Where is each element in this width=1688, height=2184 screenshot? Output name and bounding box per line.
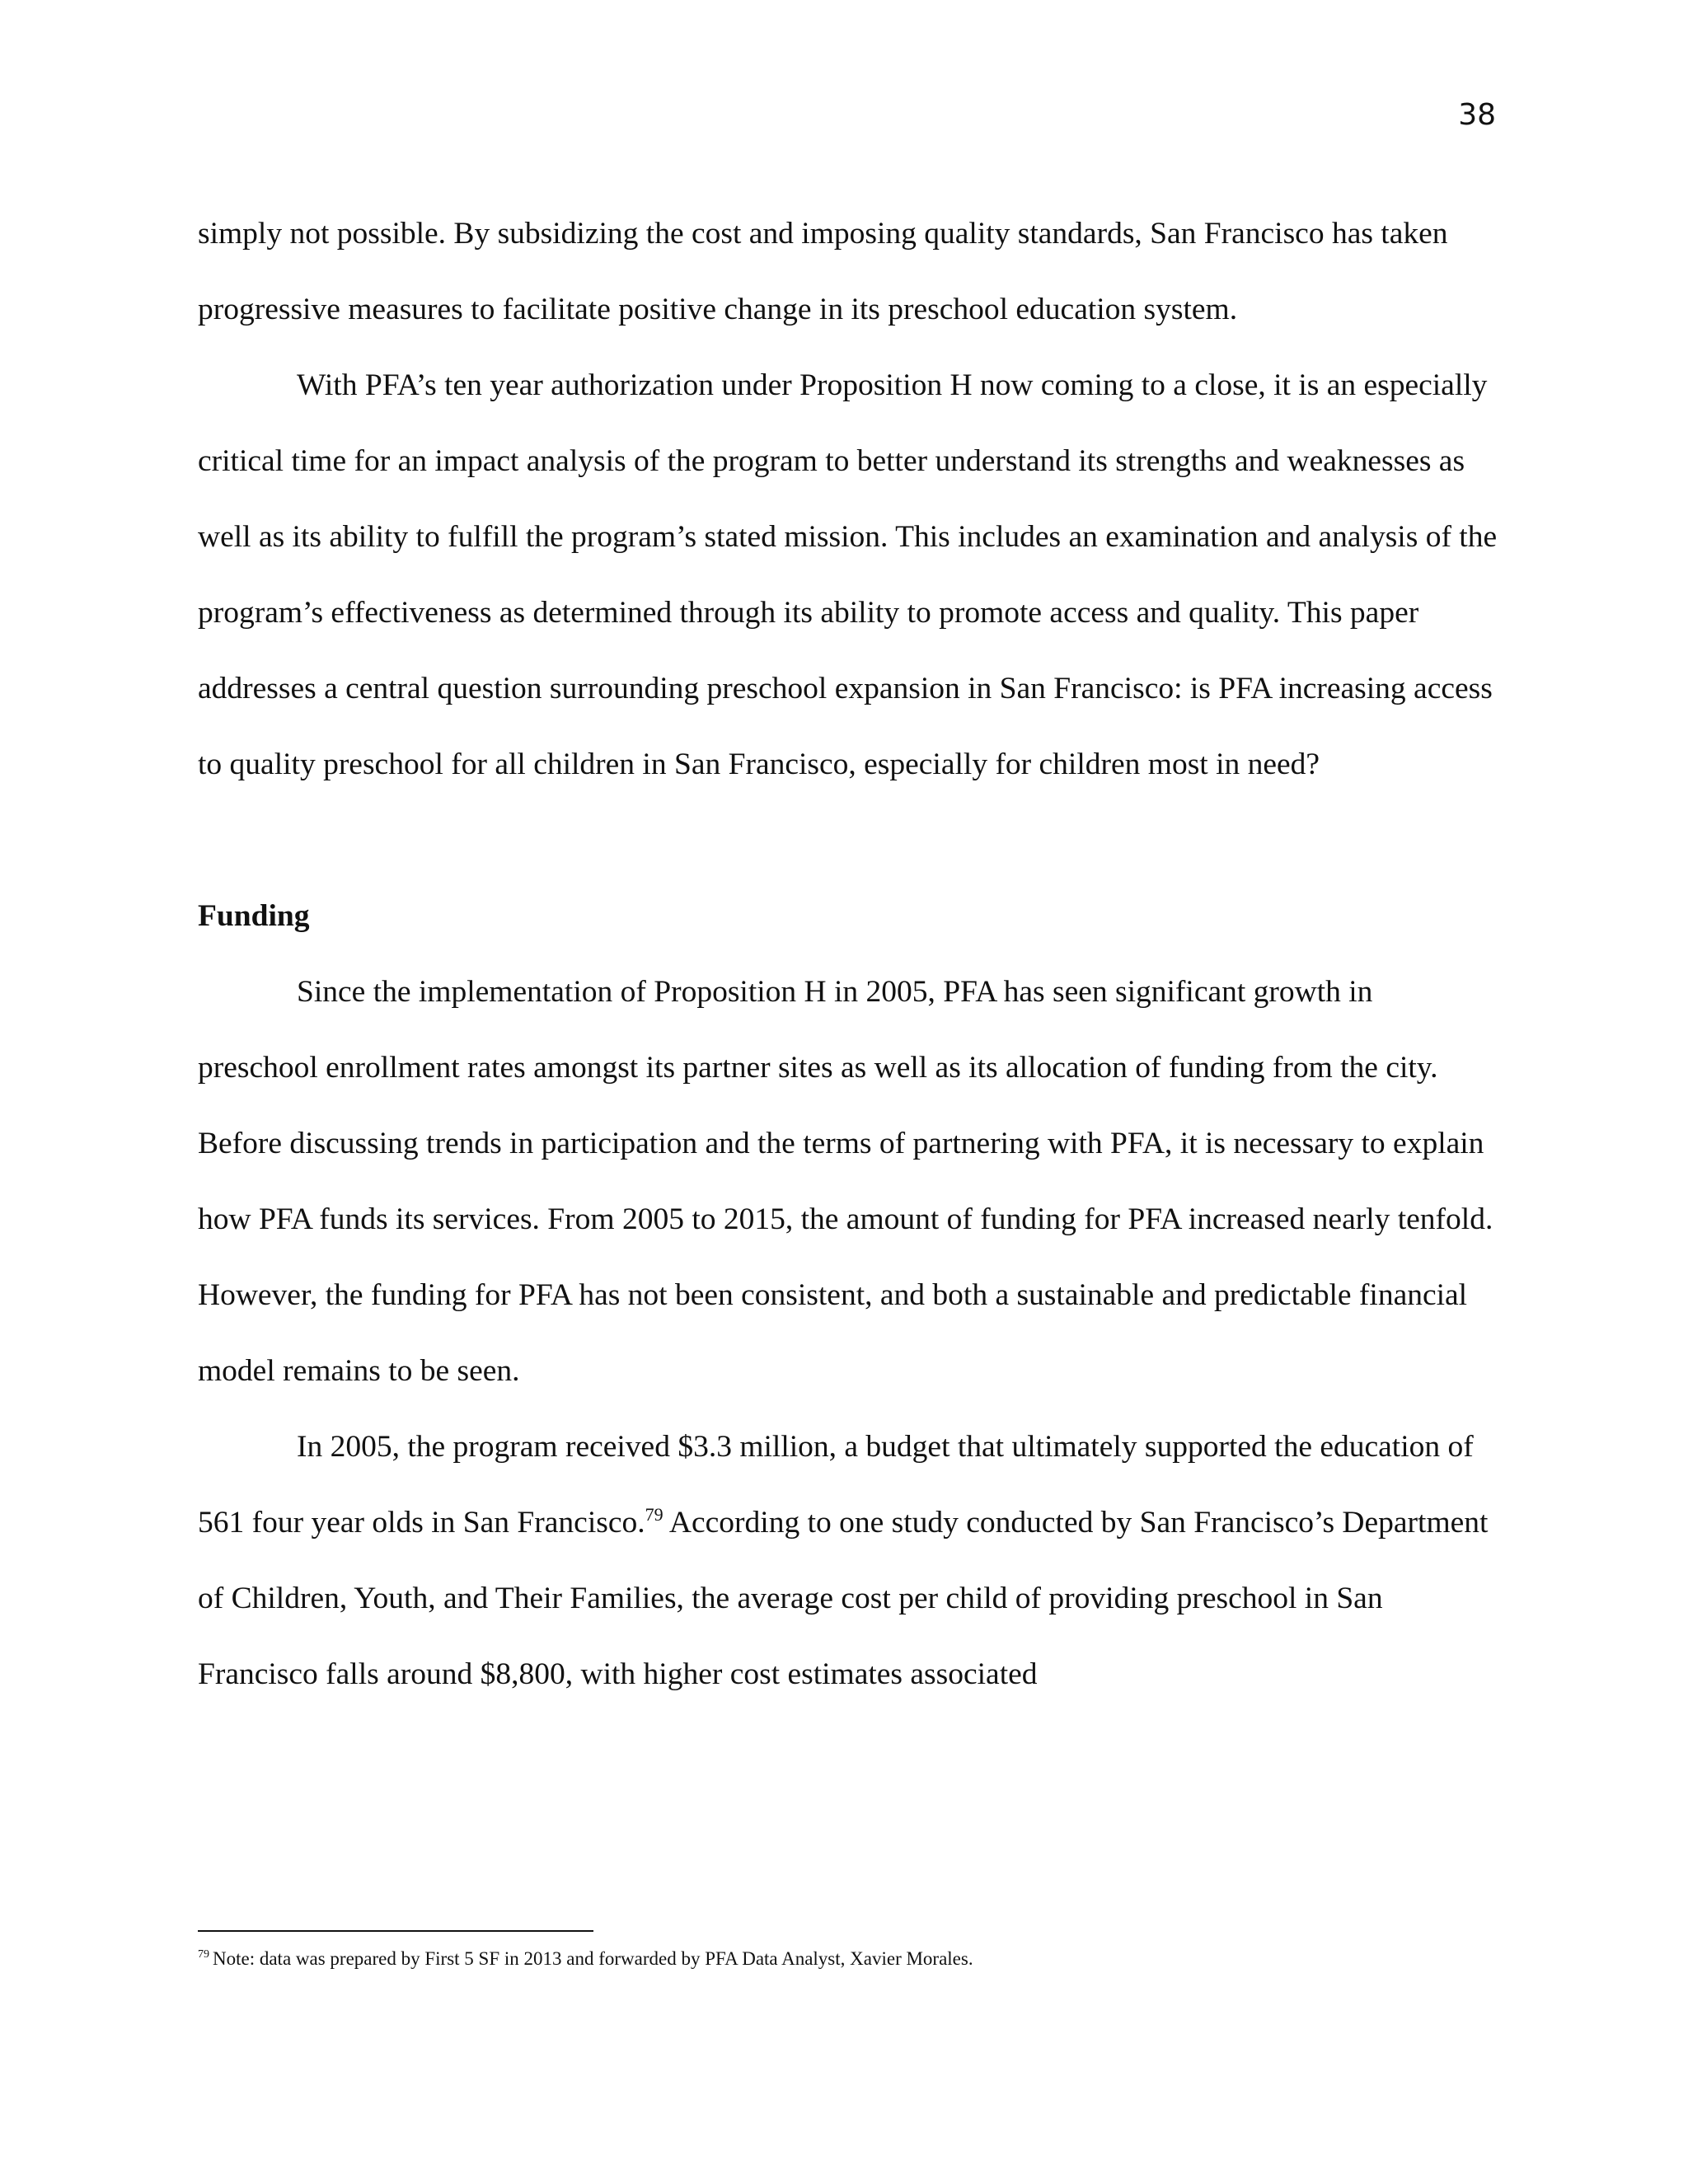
footnote bbox=[198, 1947, 1500, 1971]
page-number: 38 bbox=[1458, 98, 1496, 132]
paragraph-funding-growth: Since the implementation of Proposition H in 2005, PFA has seen significant growth in preschool enrollment rates amongst its partner sites as well as its allocation of funding from the city. Before discussing trends in participation and the terms of partnering with PFA, it is necessary to explain how PFA funds its services. From 2005 to 2015, the amount of funding for PFA increased nearly tenfold. However, the funding for PFA has not been consistent, and both a sustainable and predictable financial model remains to be seen. bbox=[198, 975, 1493, 1388]
paragraph-2005-budget-part1: In 2005, the program received $3.3 million, a budget that ultimately supported the education of 561 four year olds in San Francisco. bbox=[198, 1430, 1474, 1540]
paragraph-pfa-authorization: With PFA’s ten year authorization under Proposition H now coming to a close, it is an especially critical time for an impact analysis of the program to better understand its strengths and weaknesses as well as its ability to fulfill the program’s stated mission. This includes an examination and analysis of the program’s effectiveness as determined through its ability to promote access and quality. This paper addresses a central question surrounding preschool expansion in San Francisco: is PFA increasing access to quality preschool for all children in San Francisco, especially for children most in need? bbox=[198, 368, 1498, 781]
footnote-reference[interactable]: 79 bbox=[645, 1504, 663, 1525]
paragraph-2005-budget bbox=[198, 1409, 1500, 1713]
section-heading-funding: Funding bbox=[198, 899, 310, 933]
body-text bbox=[198, 196, 1500, 1713]
paragraph-2005-budget-part2: According to one study conducted by San Francisco’s Department of Children, Youth, and Their Families, the average cost per child of providing preschool in San Francisco falls around $8,800, with higher cost estimates associated bbox=[198, 1506, 1489, 1691]
footnote-number: 79 bbox=[198, 1948, 209, 1961]
footnote-text: Note: data was prepared by First 5 SF in 2013 and forwarded by PFA Data Analyst, Xavier Morales. bbox=[213, 1948, 973, 1969]
footnote-separator bbox=[198, 1930, 593, 1932]
paragraph-continuation: simply not possible. By subsidizing the cost and imposing quality standards, San Francisco has taken progressive measures to facilitate positive change in its preschool education system. bbox=[198, 217, 1448, 326]
section-spacer bbox=[198, 803, 1500, 879]
